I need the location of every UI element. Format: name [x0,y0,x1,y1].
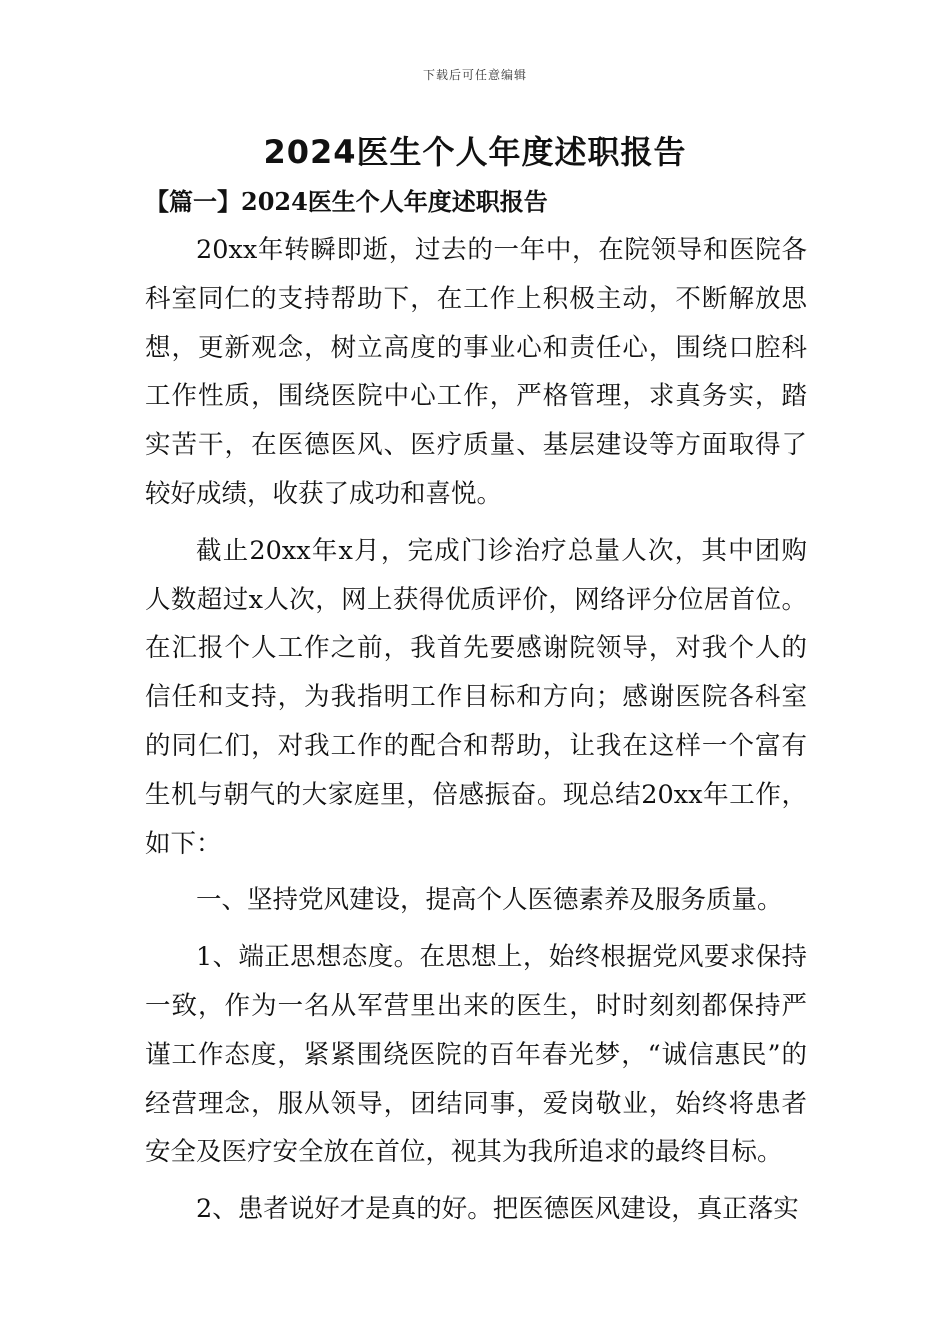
header-note: 下载后可任意编辑 [422,68,527,82]
document-title: 2024医生个人年度述职报告 [263,133,687,171]
paragraph-statistics: 截止20xx年x月，完成门诊治疗总量人次，其中团购人数超过x人次，网上获得优质评价，网络评分位居首位。在汇报个人工作之前，我首先要感谢院领导，对我个人的信任和支持，为我指明工作目标和方向；感谢医院各科室的同仁们，对我工作的配合和帮助，让我在这样一个富有生机与朝气的大家庭里，倍感振奋。现总结20xx年工作，如下： [145,535,807,859]
paragraph-item-two: 2、患者说好才是真的好。把医德医风建设，真正落实 [196,1194,799,1225]
paragraph-intro: 20xx年转瞬即逝，过去的一年中，在院领导和医院各科室同仁的支持帮助下，在工作上积极主动，不断解放思想，更新观念，树立高度的事业心和责任心，围绕口腔科工作性质，围绕医院中心工作，严格管理，求真务实，踏实苦干，在医德医风、医疗质量、基层建设等方面取得了较好成绩，收获了成功和喜悦。 [145,235,807,509]
paragraph-section-one: 一、坚持党风建设，提高个人医德素养及服务质量。 [196,885,783,916]
section-heading: 【篇一】2024医生个人年度述职报告 [145,187,548,216]
body-text [145,226,807,1234]
paragraph-item-one: 1、端正思想态度。在思想上，始终根据党风要求保持一致，作为一名从军营里出来的医生，时时刻刻都保持严谨工作态度，紧紧围绕医院的百年春光梦，“诚信惠民”的经营理念，服从领导，团结同事，爱岗敬业，始终将患者安全及医疗安全放在首位，视其为我所追求的最终目标。 [145,942,807,1168]
